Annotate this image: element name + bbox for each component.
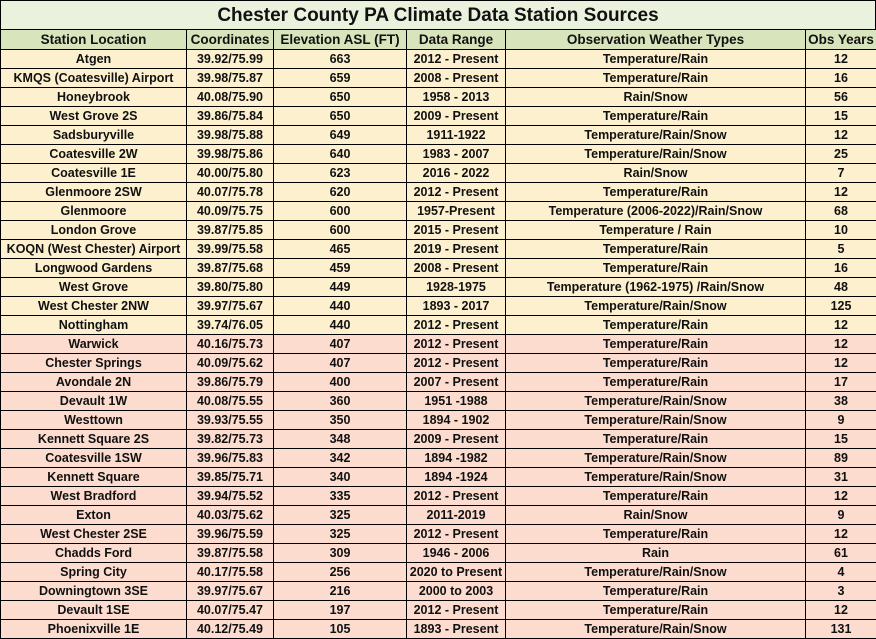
cell-obs-years: 68 xyxy=(806,202,876,221)
header-row xyxy=(1,30,876,50)
cell-observation-types: Temperature/Rain/Snow xyxy=(506,411,806,430)
cell-elevation: 197 xyxy=(274,601,407,620)
cell-data-range: 2007 - Present xyxy=(407,373,506,392)
cell-station-location: Avondale 2N xyxy=(1,373,187,392)
cell-data-range: 2012 - Present xyxy=(407,354,506,373)
cell-obs-years: 12 xyxy=(806,50,876,69)
table-row xyxy=(1,126,876,145)
cell-coordinates: 39.96/75.83 xyxy=(187,449,274,468)
cell-observation-types: Rain xyxy=(506,544,806,563)
cell-obs-years: 15 xyxy=(806,430,876,449)
cell-data-range: 1958 - 2013 xyxy=(407,88,506,107)
cell-data-range: 1894 -1982 xyxy=(407,449,506,468)
cell-coordinates: 39.87/75.68 xyxy=(187,259,274,278)
cell-observation-types: Temperature/Rain xyxy=(506,487,806,506)
table-row xyxy=(1,601,876,620)
cell-coordinates: 39.87/75.58 xyxy=(187,544,274,563)
cell-station-location: West Chester 2SE xyxy=(1,525,187,544)
cell-elevation: 640 xyxy=(274,145,407,164)
table-row xyxy=(1,468,876,487)
cell-data-range: 1893 - 2017 xyxy=(407,297,506,316)
station-table xyxy=(0,29,876,639)
table-row xyxy=(1,50,876,69)
cell-observation-types: Rain/Snow xyxy=(506,164,806,183)
cell-data-range: 1983 - 2007 xyxy=(407,145,506,164)
cell-station-location: London Grove xyxy=(1,221,187,240)
cell-obs-years: 3 xyxy=(806,582,876,601)
cell-coordinates: 39.82/75.73 xyxy=(187,430,274,449)
cell-station-location: West Bradford xyxy=(1,487,187,506)
cell-station-location: KMQS (Coatesville) Airport xyxy=(1,69,187,88)
cell-observation-types: Temperature/Rain xyxy=(506,183,806,202)
cell-data-range: 2012 - Present xyxy=(407,316,506,335)
cell-coordinates: 39.96/75.59 xyxy=(187,525,274,544)
cell-observation-types: Temperature/Rain xyxy=(506,316,806,335)
cell-elevation: 449 xyxy=(274,278,407,297)
cell-coordinates: 39.74/76.05 xyxy=(187,316,274,335)
cell-observation-types: Rain/Snow xyxy=(506,506,806,525)
cell-obs-years: 12 xyxy=(806,335,876,354)
cell-obs-years: 12 xyxy=(806,601,876,620)
cell-obs-years: 38 xyxy=(806,392,876,411)
cell-coordinates: 40.17/75.58 xyxy=(187,563,274,582)
cell-coordinates: 40.08/75.55 xyxy=(187,392,274,411)
table-row xyxy=(1,316,876,335)
cell-station-location: West Grove xyxy=(1,278,187,297)
cell-data-range: 2016 - 2022 xyxy=(407,164,506,183)
cell-elevation: 649 xyxy=(274,126,407,145)
cell-observation-types: Temperature/Rain xyxy=(506,50,806,69)
cell-station-location: KOQN (West Chester) Airport xyxy=(1,240,187,259)
cell-station-location: Chester Springs xyxy=(1,354,187,373)
cell-data-range: 2012 - Present xyxy=(407,50,506,69)
table-row xyxy=(1,335,876,354)
cell-station-location: Nottingham xyxy=(1,316,187,335)
cell-data-range: 1928-1975 xyxy=(407,278,506,297)
cell-obs-years: 56 xyxy=(806,88,876,107)
table-row xyxy=(1,259,876,278)
cell-observation-types: Temperature / Rain xyxy=(506,221,806,240)
cell-elevation: 600 xyxy=(274,202,407,221)
header-data-range: Data Range xyxy=(407,30,506,50)
cell-station-location: Devault 1SE xyxy=(1,601,187,620)
cell-observation-types: Temperature/Rain/Snow xyxy=(506,449,806,468)
cell-obs-years: 16 xyxy=(806,259,876,278)
cell-data-range: 2012 - Present xyxy=(407,183,506,202)
cell-obs-years: 131 xyxy=(806,620,876,639)
cell-elevation: 400 xyxy=(274,373,407,392)
cell-elevation: 342 xyxy=(274,449,407,468)
cell-coordinates: 39.94/75.52 xyxy=(187,487,274,506)
cell-data-range: 2009 - Present xyxy=(407,430,506,449)
cell-observation-types: Temperature/Rain xyxy=(506,335,806,354)
cell-data-range: 2015 - Present xyxy=(407,221,506,240)
cell-data-range: 2008 - Present xyxy=(407,259,506,278)
cell-station-location: West Grove 2S xyxy=(1,107,187,126)
cell-obs-years: 125 xyxy=(806,297,876,316)
cell-elevation: 309 xyxy=(274,544,407,563)
cell-elevation: 650 xyxy=(274,107,407,126)
cell-observation-types: Temperature/Rain/Snow xyxy=(506,392,806,411)
header-elevation: Elevation ASL (FT) xyxy=(274,30,407,50)
cell-observation-types: Temperature/Rain xyxy=(506,259,806,278)
cell-data-range: 2012 - Present xyxy=(407,601,506,620)
cell-coordinates: 40.09/75.75 xyxy=(187,202,274,221)
cell-coordinates: 40.08/75.90 xyxy=(187,88,274,107)
cell-coordinates: 40.16/75.73 xyxy=(187,335,274,354)
cell-station-location: Longwood Gardens xyxy=(1,259,187,278)
table-row xyxy=(1,563,876,582)
cell-station-location: Coatesville 1SW xyxy=(1,449,187,468)
cell-station-location: Coatesville 2W xyxy=(1,145,187,164)
cell-station-location: Atgen xyxy=(1,50,187,69)
cell-elevation: 459 xyxy=(274,259,407,278)
cell-station-location: Kennett Square 2S xyxy=(1,430,187,449)
cell-obs-years: 25 xyxy=(806,145,876,164)
cell-station-location: Glenmoore xyxy=(1,202,187,221)
cell-station-location: Devault 1W xyxy=(1,392,187,411)
cell-coordinates: 40.07/75.78 xyxy=(187,183,274,202)
cell-coordinates: 39.87/75.85 xyxy=(187,221,274,240)
table-row xyxy=(1,221,876,240)
cell-obs-years: 61 xyxy=(806,544,876,563)
table-row xyxy=(1,411,876,430)
cell-station-location: Exton xyxy=(1,506,187,525)
cell-data-range: 2012 - Present xyxy=(407,525,506,544)
table-body xyxy=(1,50,876,639)
table-row xyxy=(1,278,876,297)
table-row xyxy=(1,183,876,202)
table-row xyxy=(1,297,876,316)
cell-elevation: 663 xyxy=(274,50,407,69)
cell-coordinates: 39.86/75.84 xyxy=(187,107,274,126)
cell-obs-years: 12 xyxy=(806,316,876,335)
cell-obs-years: 12 xyxy=(806,126,876,145)
cell-elevation: 440 xyxy=(274,297,407,316)
cell-obs-years: 48 xyxy=(806,278,876,297)
table-row xyxy=(1,88,876,107)
table-row xyxy=(1,373,876,392)
table-title: Chester County PA Climate Data Station Sources xyxy=(0,0,876,29)
cell-coordinates: 39.86/75.79 xyxy=(187,373,274,392)
cell-data-range: 2008 - Present xyxy=(407,69,506,88)
cell-station-location: Phoenixville 1E xyxy=(1,620,187,639)
cell-data-range: 1951 -1988 xyxy=(407,392,506,411)
cell-observation-types: Temperature/Rain/Snow xyxy=(506,126,806,145)
cell-station-location: Downingtown 3SE xyxy=(1,582,187,601)
cell-data-range: 2009 - Present xyxy=(407,107,506,126)
table-row xyxy=(1,240,876,259)
table-row xyxy=(1,582,876,601)
cell-data-range: 2012 - Present xyxy=(407,335,506,354)
cell-obs-years: 12 xyxy=(806,487,876,506)
cell-obs-years: 15 xyxy=(806,107,876,126)
cell-obs-years: 9 xyxy=(806,411,876,430)
cell-data-range: 2000 to 2003 xyxy=(407,582,506,601)
cell-data-range: 2012 - Present xyxy=(407,487,506,506)
cell-elevation: 335 xyxy=(274,487,407,506)
cell-station-location: Sadsburyville xyxy=(1,126,187,145)
cell-elevation: 340 xyxy=(274,468,407,487)
cell-observation-types: Temperature/Rain/Snow xyxy=(506,297,806,316)
cell-observation-types: Temperature/Rain xyxy=(506,525,806,544)
cell-data-range: 1957-Present xyxy=(407,202,506,221)
cell-observation-types: Temperature/Rain xyxy=(506,430,806,449)
table-row xyxy=(1,487,876,506)
cell-obs-years: 10 xyxy=(806,221,876,240)
cell-obs-years: 12 xyxy=(806,525,876,544)
cell-obs-years: 31 xyxy=(806,468,876,487)
table-row xyxy=(1,525,876,544)
cell-elevation: 105 xyxy=(274,620,407,639)
cell-observation-types: Temperature/Rain xyxy=(506,601,806,620)
cell-station-location: Westtown xyxy=(1,411,187,430)
cell-elevation: 350 xyxy=(274,411,407,430)
cell-observation-types: Temperature/Rain xyxy=(506,373,806,392)
cell-station-location: Coatesville 1E xyxy=(1,164,187,183)
cell-data-range: 2011-2019 xyxy=(407,506,506,525)
cell-coordinates: 39.98/75.87 xyxy=(187,69,274,88)
cell-observation-types: Temperature/Rain/Snow xyxy=(506,620,806,639)
cell-obs-years: 4 xyxy=(806,563,876,582)
cell-station-location: Chadds Ford xyxy=(1,544,187,563)
cell-data-range: 1911-1922 xyxy=(407,126,506,145)
cell-obs-years: 17 xyxy=(806,373,876,392)
cell-station-location: Glenmoore 2SW xyxy=(1,183,187,202)
header-station-location: Station Location xyxy=(1,30,187,50)
cell-station-location: Kennett Square xyxy=(1,468,187,487)
table-row xyxy=(1,430,876,449)
table-row xyxy=(1,107,876,126)
cell-elevation: 407 xyxy=(274,354,407,373)
cell-observation-types: Temperature/Rain/Snow xyxy=(506,468,806,487)
cell-coordinates: 40.12/75.49 xyxy=(187,620,274,639)
table-row xyxy=(1,69,876,88)
table-row xyxy=(1,354,876,373)
cell-elevation: 650 xyxy=(274,88,407,107)
cell-coordinates: 39.99/75.58 xyxy=(187,240,274,259)
cell-coordinates: 39.98/75.86 xyxy=(187,145,274,164)
table-row xyxy=(1,544,876,563)
header-coordinates: Coordinates xyxy=(187,30,274,50)
cell-coordinates: 39.92/75.99 xyxy=(187,50,274,69)
cell-coordinates: 40.07/75.47 xyxy=(187,601,274,620)
cell-elevation: 623 xyxy=(274,164,407,183)
cell-data-range: 2020 to Present xyxy=(407,563,506,582)
cell-data-range: 1893 - Present xyxy=(407,620,506,639)
cell-elevation: 600 xyxy=(274,221,407,240)
cell-observation-types: Rain/Snow xyxy=(506,88,806,107)
cell-obs-years: 16 xyxy=(806,69,876,88)
table-row xyxy=(1,620,876,639)
cell-elevation: 659 xyxy=(274,69,407,88)
cell-elevation: 325 xyxy=(274,525,407,544)
cell-observation-types: Temperature/Rain xyxy=(506,69,806,88)
cell-obs-years: 7 xyxy=(806,164,876,183)
cell-data-range: 2019 - Present xyxy=(407,240,506,259)
cell-observation-types: Temperature/Rain xyxy=(506,354,806,373)
cell-elevation: 256 xyxy=(274,563,407,582)
header-obs-years: Obs Years xyxy=(806,30,876,50)
cell-obs-years: 12 xyxy=(806,183,876,202)
table-row xyxy=(1,202,876,221)
cell-observation-types: Temperature (2006-2022)/Rain/Snow xyxy=(506,202,806,221)
cell-obs-years: 12 xyxy=(806,354,876,373)
cell-data-range: 1894 - 1902 xyxy=(407,411,506,430)
cell-coordinates: 40.09/75.62 xyxy=(187,354,274,373)
cell-observation-types: Temperature/Rain/Snow xyxy=(506,145,806,164)
table-row xyxy=(1,164,876,183)
cell-elevation: 620 xyxy=(274,183,407,202)
cell-elevation: 360 xyxy=(274,392,407,411)
cell-observation-types: Temperature/Rain xyxy=(506,240,806,259)
cell-observation-types: Temperature/Rain xyxy=(506,582,806,601)
cell-coordinates: 39.97/75.67 xyxy=(187,297,274,316)
cell-obs-years: 5 xyxy=(806,240,876,259)
cell-station-location: West Chester 2NW xyxy=(1,297,187,316)
table-row xyxy=(1,449,876,468)
cell-coordinates: 39.97/75.67 xyxy=(187,582,274,601)
cell-observation-types: Temperature (1962-1975) /Rain/Snow xyxy=(506,278,806,297)
cell-observation-types: Temperature/Rain/Snow xyxy=(506,563,806,582)
cell-station-location: Warwick xyxy=(1,335,187,354)
cell-station-location: Spring City xyxy=(1,563,187,582)
cell-obs-years: 9 xyxy=(806,506,876,525)
cell-coordinates: 39.80/75.80 xyxy=(187,278,274,297)
table-row xyxy=(1,392,876,411)
cell-observation-types: Temperature/Rain xyxy=(506,107,806,126)
cell-coordinates: 39.93/75.55 xyxy=(187,411,274,430)
cell-coordinates: 39.98/75.88 xyxy=(187,126,274,145)
cell-elevation: 407 xyxy=(274,335,407,354)
header-observation-types: Observation Weather Types xyxy=(506,30,806,50)
cell-data-range: 1894 -1924 xyxy=(407,468,506,487)
cell-elevation: 440 xyxy=(274,316,407,335)
cell-elevation: 465 xyxy=(274,240,407,259)
cell-elevation: 325 xyxy=(274,506,407,525)
cell-coordinates: 39.85/75.71 xyxy=(187,468,274,487)
cell-elevation: 216 xyxy=(274,582,407,601)
cell-station-location: Honeybrook xyxy=(1,88,187,107)
cell-coordinates: 40.00/75.80 xyxy=(187,164,274,183)
table-row xyxy=(1,506,876,525)
cell-data-range: 1946 - 2006 xyxy=(407,544,506,563)
cell-obs-years: 89 xyxy=(806,449,876,468)
cell-coordinates: 40.03/75.62 xyxy=(187,506,274,525)
cell-elevation: 348 xyxy=(274,430,407,449)
table-row xyxy=(1,145,876,164)
